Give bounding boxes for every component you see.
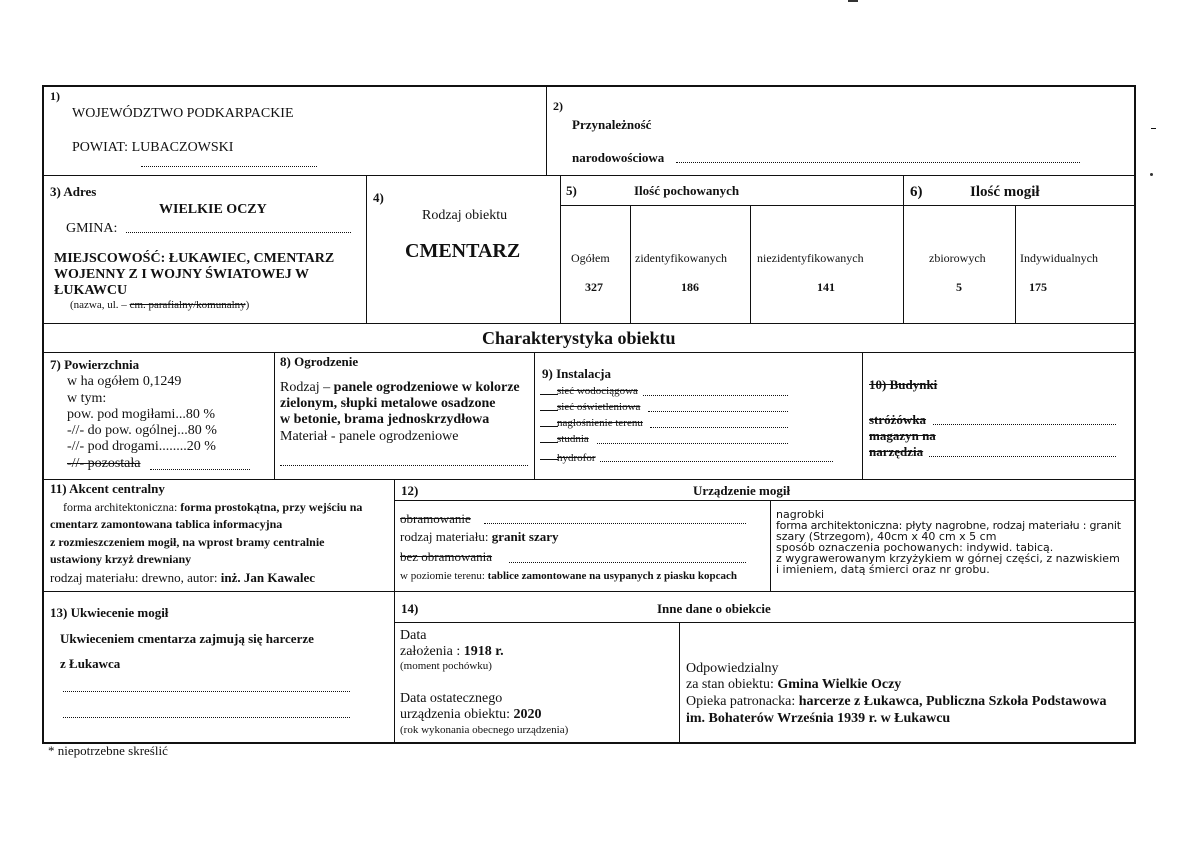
fill-line [280,465,528,466]
poziom-value: tablice zamontowane na usypanych z piasku kopcach [487,570,738,582]
ogrodzenie-line: w betonie, brama jednoskrzydłowa [280,412,490,427]
divider [42,591,1136,592]
urzadzenia-prefix: urządzenia obiektu: [400,707,514,722]
rodzaj-obiektu-label: Rodzaj obiektu [422,208,508,223]
fill-line [648,411,788,412]
miejscowosc-line: ŁUKAWCU [54,283,128,298]
address-title: 3) Adres [50,184,97,199]
urzadzenie-title: Urządzenie mogił [693,483,791,498]
budynki-title: 10) Budynki [869,377,938,392]
ogrodzenie-rodzaj [280,380,520,395]
gmina-label: GMINA: [66,221,118,236]
akcent-material-prefix: rodzaj materiału: drewno, autor: [50,570,221,585]
instalacja-item: studnia [557,433,589,445]
rodzaj-prefix: rodzaj materiału: [400,529,492,544]
fill-line [597,443,788,444]
instalacja-item: sieć wodociągowa [557,385,638,397]
akcent-prefix: forma architektoniczna: [63,500,181,514]
urzadzenia-value: 2020 [513,707,542,722]
rodzaj-obiektu-value: CMENTARZ [405,240,521,262]
za-stan-value: Gmina Wielkie Oczy [777,677,902,692]
ukwiecenie-line: Ukwieceniem cmentarza zajmują się harcerze [60,631,314,646]
divider [1015,205,1016,323]
fill-line [150,469,250,470]
strike-line [540,426,558,427]
ogrodzenie-rodzaj-label: Rodzaj – [280,380,334,395]
wojewodztwo-label: WOJEWÓDZTWO PODKARPACKIE [72,106,294,121]
divider [546,87,547,175]
fill-line [141,166,317,167]
za-stan-prefix: za stan obiektu: [686,677,778,692]
scan-mark [848,0,858,2]
divider [394,500,1136,501]
section-number: 1) [50,89,60,103]
divider [534,352,535,479]
strike-line [540,394,558,395]
zalozenia-prefix: założenia : [400,644,464,659]
divider [366,175,367,323]
w-poziomie [400,570,737,582]
akcent-bold: forma prostokątna, przy wejściu na [180,500,363,514]
instalacja-title: 9) Instalacja [542,366,611,381]
budynki-item: stróżówka [869,412,927,427]
divider [630,205,631,323]
narodowosciowa-label: narodowościowa [572,150,665,165]
footnote: * niepotrzebne skreślić [48,743,168,758]
scan-mark [1150,173,1153,176]
za-stan [686,677,901,692]
akcent-line [63,501,362,514]
count-value: 175 [1029,280,1047,294]
nagrobki-line: i imieniem, datą śmierci oraz nr grobu. [776,563,990,576]
nagrobki-line: z wygrawerowanym krzyżykiem w górnej części, z nazwiskiem [776,552,1120,565]
scan-mark [1151,128,1156,129]
divider [42,175,1136,176]
rok-note: (rok wykonania obecnego urządzenia) [400,724,569,736]
column-header: niezidentyfikowanych [757,251,864,265]
przynaleznosc-label: Przynależność [572,117,652,132]
urzadzenia [400,707,542,722]
akcent-author: inż. Jan Kawalec [220,570,315,585]
column-header: zidentyfikowanych [635,251,727,265]
ogrodzenie-line: zielonym, słupki metalowe osadzone [280,396,496,411]
opieka-line2: im. Bohaterów Września 1939 r. w Łukawcu [686,711,951,726]
divider [679,622,680,744]
ukwiecenie-title: 13) Ukwiecenie mogił [50,605,169,620]
fill-line [643,395,788,396]
powierzchnia-strike: -//- pozostała [67,456,141,471]
count-value: 141 [817,280,835,294]
divider [42,352,1136,353]
section-number: 14) [401,601,419,616]
miejscowosc-line: MIEJSCOWOŚĆ: ŁUKAWIEC, CMENTARZ [54,251,335,266]
rodzaj-materialu [400,530,558,544]
fill-line [933,424,1116,425]
ogrodzenie-title: 8) Ogrodzenie [280,354,359,369]
rodzaj-value: granit szary [491,529,559,544]
section-number: 12) [401,483,419,498]
divider [770,500,771,591]
column-header: Ogółem [571,251,610,265]
strike-line [540,442,558,443]
fill-line [63,717,350,718]
divider [42,323,1136,324]
odpowiedzialny: Odpowiedzialny [686,661,779,676]
strike-line [540,459,558,460]
poziom-prefix: w poziomie terenu: [400,570,488,582]
divider [42,479,1136,480]
akcent-line: cmentarz zamontowana tablica informacyjna [50,517,283,531]
akcent-line [50,571,315,585]
count-value: 186 [681,280,699,294]
powierzchnia-line: pow. pod mogiłami...80 % [67,407,216,422]
inne-dane-title: Inne dane o obiekcie [657,601,771,616]
powiat-label: POWIAT: LUBACZOWSKI [72,140,234,155]
bez-obramowania: bez obramowania [400,549,493,564]
fill-line [600,461,833,462]
akcent-line: z rozmieszczeniem mogił, na wprost bramy centralnie [50,535,325,549]
instalacja-item: sieć oświetleniowa [557,401,641,413]
note-prefix: (nazwa, ul. – [70,299,130,311]
note-suffix: ) [245,299,250,311]
divider [560,205,1136,206]
divider [274,352,275,479]
powierzchnia-title: 7) Powierzchnia [50,357,140,372]
nagrobki-line: forma architektoniczna: płyty nagrobne, rodzaj materiału : granit [776,519,1121,532]
divider [862,352,863,479]
instalacja-item: nagłośnienie terenu [557,417,643,429]
section-number: 2) [553,99,563,113]
opieka-prefix: Opieka patronacka: [686,694,799,709]
akcent-title: 11) Akcent centralny [50,481,165,496]
powierzchnia-line: -//- pod drogami........20 % [67,439,216,454]
section-number: 5) [566,183,577,198]
divider [394,622,1136,623]
nagrobki-line: nagrobki [776,508,825,521]
miejscowosc-line: WOJENNY Z I WOJNY ŚWIATOWEJ W [54,267,310,282]
divider [394,479,395,744]
powierzchnia-line: -//- do pow. ogólnej...80 % [67,423,217,438]
divider [750,205,751,323]
akcent-line: ustawiony krzyż drewniany [50,552,192,566]
opieka-value: harcerze z Łukawca, Publiczna Szkoła Podstawowa [798,694,1107,709]
pochowani-title: Ilość pochowanych [634,183,740,198]
ogrodzenie-rodzaj-value: panele ogrodzeniowe w kolorze [333,380,520,395]
column-header: Indywidualnych [1020,251,1098,265]
nagrobki-line: sposób oznaczenia pochowanych: indywid. tabicą. [776,541,1054,554]
budynki-item: magazyn na [869,428,936,443]
ogrodzenie-material: Materiał - panele ogrodzeniowe [280,429,459,444]
nagrobki-line: szary (Strzegom), 40cm x 40 cm x 5 cm [776,530,997,543]
fill-line [484,523,746,524]
column-header: zbiorowych [929,251,986,265]
ostatniego-label: Data ostatecznego [400,691,503,706]
count-value: 5 [956,280,962,294]
divider [903,175,904,323]
strike-line [540,410,558,411]
moment-note: (moment pochówku) [400,660,492,672]
mogily-title: Ilość mogił [970,184,1040,200]
fill-line [509,562,746,563]
section-number: 4) [373,190,384,205]
ukwiecenie-line: z Łukawca [60,656,121,671]
zalozenia [400,644,504,659]
fill-line [676,162,1080,163]
fill-line [63,691,350,692]
powierzchnia-line: w ha ogółem 0,1249 [67,374,182,389]
divider [560,175,561,323]
gmina-value: WIELKIE OCZY [159,202,267,217]
instalacja-item: hydrofor [557,452,596,464]
opieka [686,694,1106,709]
obramowanie: obramowanie [400,511,471,526]
zalozenia-value: 1918 r. [463,644,504,659]
data-label: Data [400,628,427,643]
note-strike: cm. parafialny/komunalny [129,299,246,311]
fill-line [126,232,351,233]
budynki-item: narzędzia [869,444,924,459]
powierzchnia-line: w tym: [67,391,107,406]
address-note [70,299,249,311]
fill-line [650,427,788,428]
section-title: Charakterystyka obiektu [482,328,676,348]
section-number: 6) [910,184,923,200]
fill-line [929,456,1116,457]
count-value: 327 [585,280,603,294]
